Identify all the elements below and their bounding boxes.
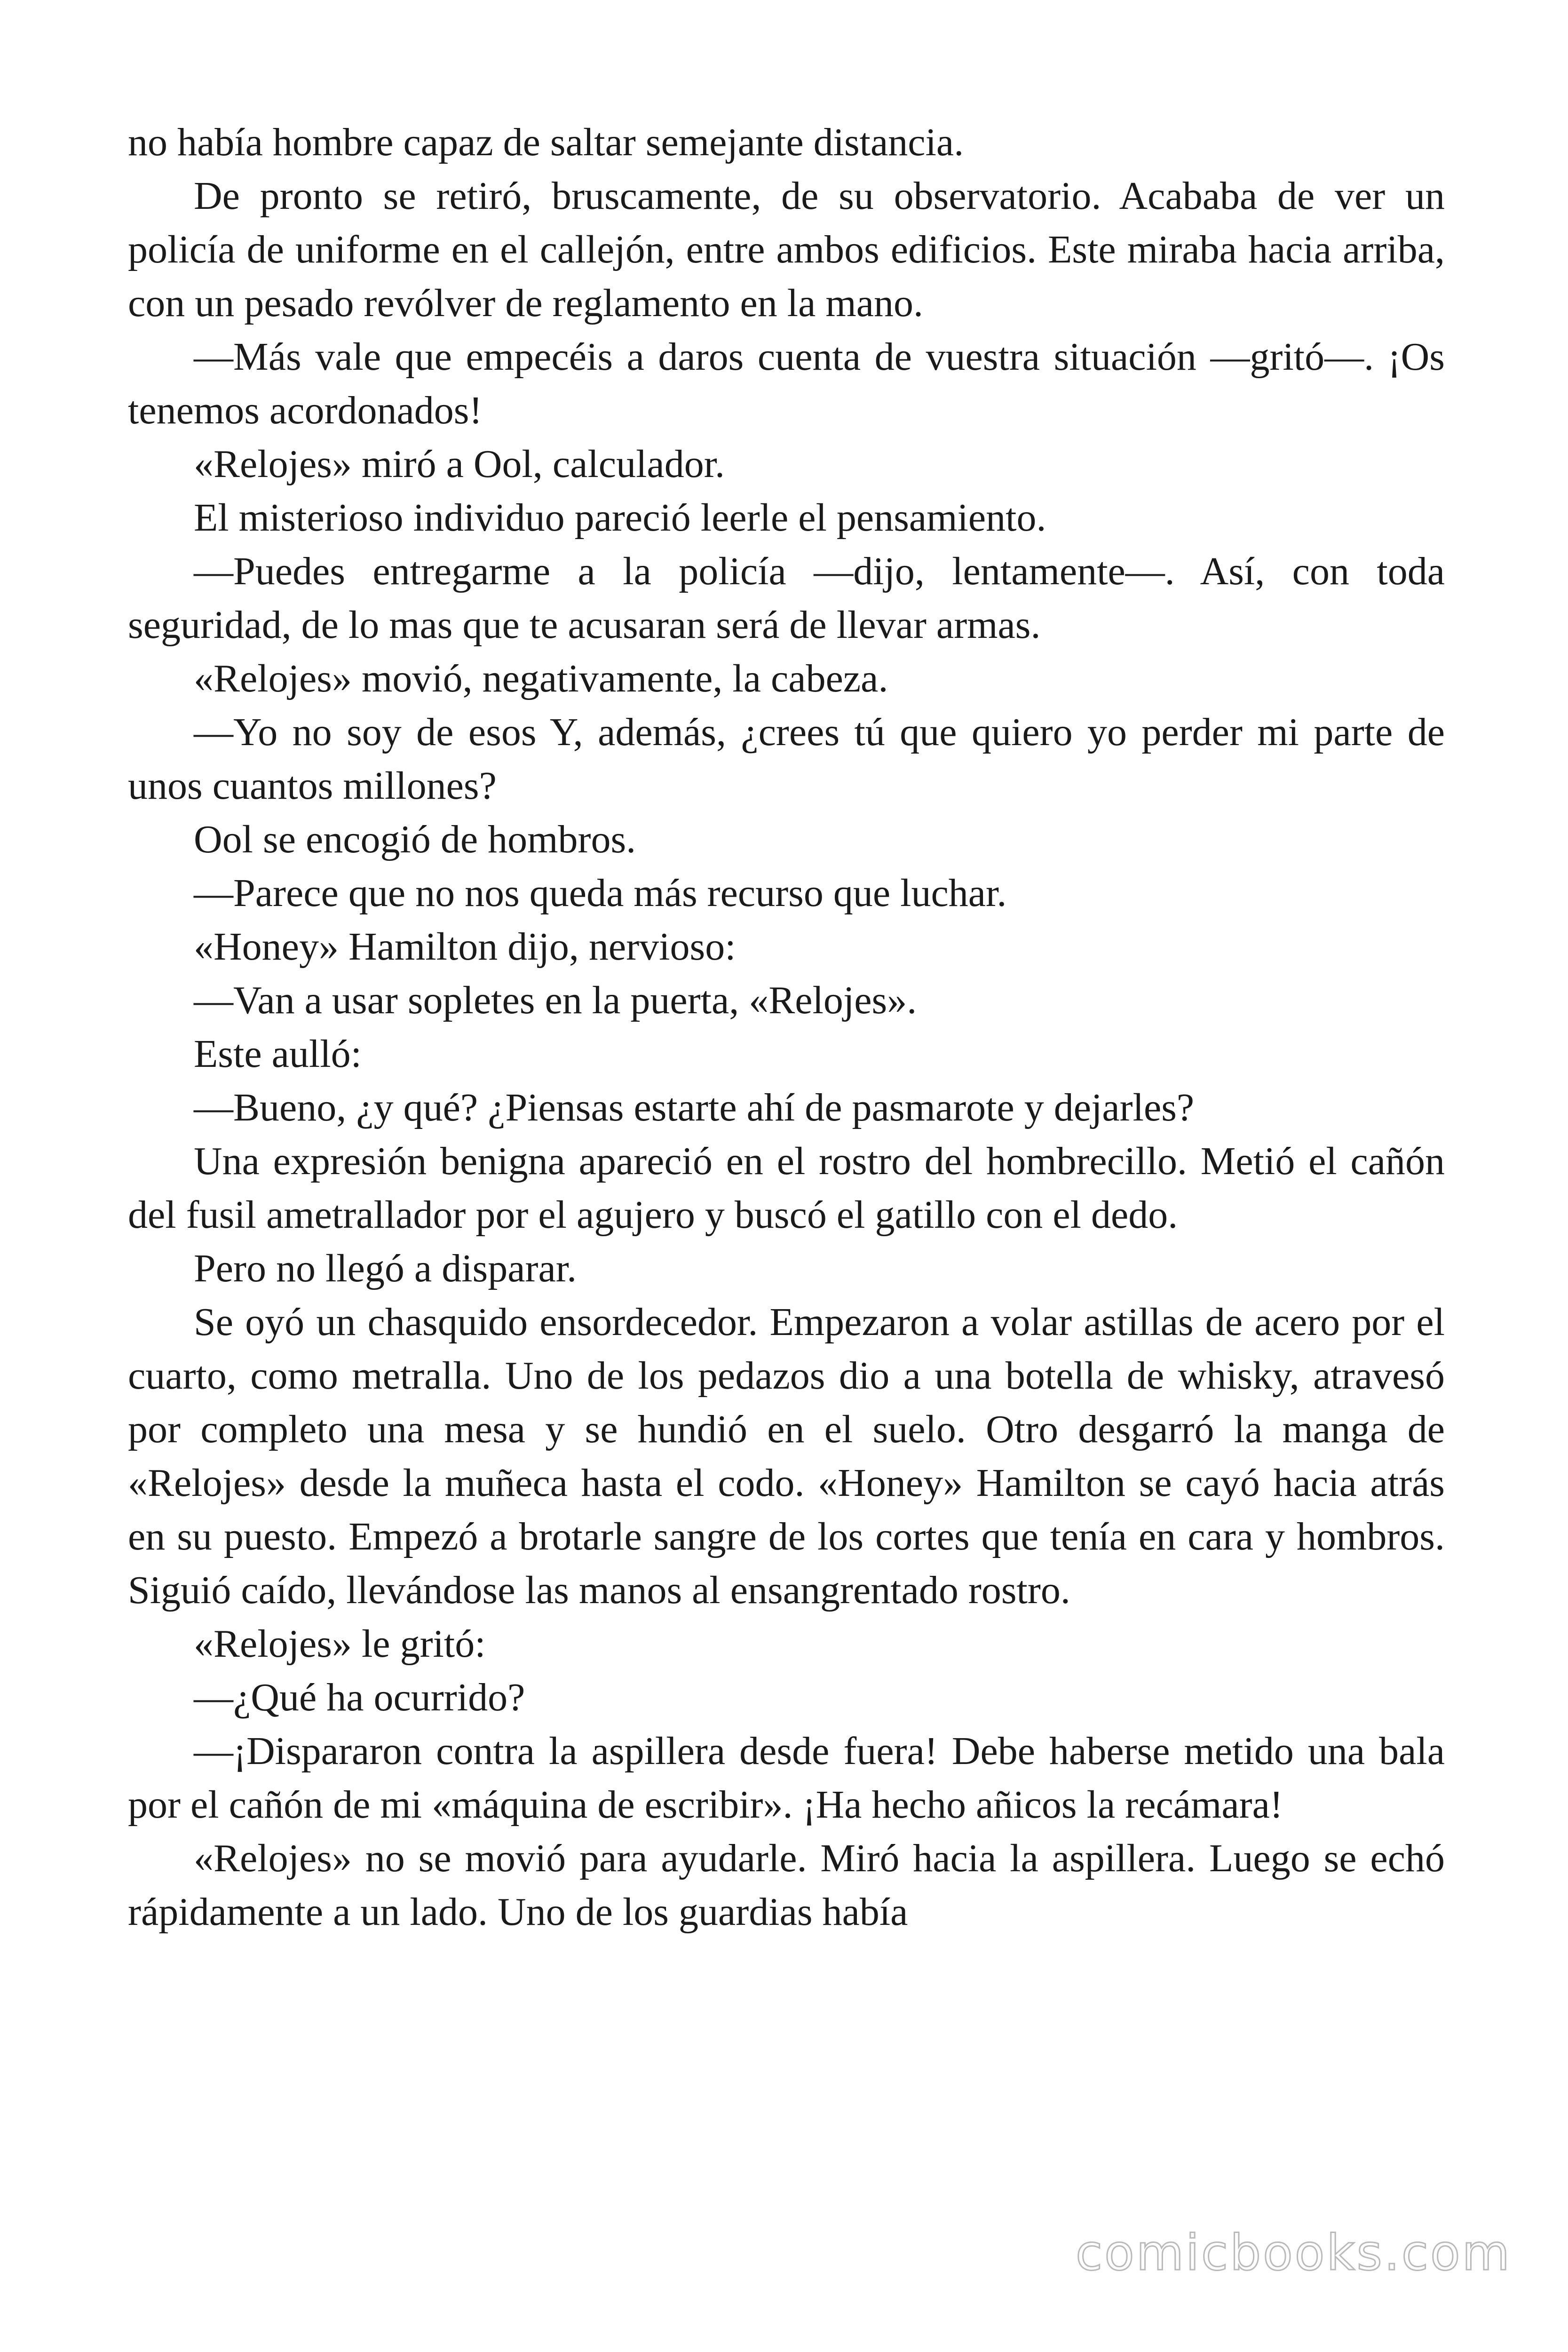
paragraph: —Puedes entregarme a la policía —dijo, lentamente—. Así, con toda seguridad, de lo mas que te acusaran será de llevar armas. xyxy=(128,549,1445,647)
watermark: comicbooks.com xyxy=(1075,2224,1512,2281)
paragraph: —¿Qué ha ocurrido? xyxy=(194,1676,525,1719)
paragraph: Se oyó un chasquido ensordecedor. Empezaron a volar astillas de acero por el cuarto, como metralla. Uno de los pedazos dio a una botella de whisky, atravesó por completo una mesa y se hundió en el suelo. Otro desgarró la manga de «Relojes» desde la muñeca hasta el codo. «Honey» Hamilton se cayó hacia atrás en su puesto. Empezó a brotarle sangre de los cortes que tenía en cara y hombros. Siguió caído, llevándose las manos al ensangrentado rostro. xyxy=(128,1300,1445,1612)
body-text xyxy=(128,116,1445,1939)
paragraph: De pronto se retiró, bruscamente, de su observatorio. Acababa de ver un policía de uniforme en el callejón, entre ambos edificios. Este miraba hacia arriba, con un pesado revólver de reglamento en la mano. xyxy=(128,174,1445,325)
paragraph: «Relojes» movió, negativamente, la cabeza. xyxy=(194,657,888,700)
paragraph: «Relojes» le gritó: xyxy=(194,1622,486,1666)
paragraph: El misterioso individuo pareció leerle el pensamiento. xyxy=(194,496,1046,540)
paragraph: «Honey» Hamilton dijo, nervioso: xyxy=(194,925,736,969)
paragraph: Ool se encogió de hombros. xyxy=(194,818,636,861)
paragraph: «Relojes» no se movió para ayudarle. Miró hacia la aspillera. Luego se echó rápidamente a un lado. Uno de los guardias había xyxy=(128,1836,1445,1934)
paragraph: «Relojes» miró a Ool, calculador. xyxy=(194,442,725,486)
paragraph: —Bueno, ¿y qué? ¿Piensas estarte ahí de pasmarote y dejarles? xyxy=(194,1086,1195,1129)
paragraph: Pero no llegó a disparar. xyxy=(194,1247,577,1290)
paragraph: Este aulló: xyxy=(194,1032,362,1076)
paragraph: no había hombre capaz de saltar semejante distancia. xyxy=(128,120,964,164)
paragraph: —¡Dispararon contra la aspillera desde fuera! Debe haberse metido una bala por el cañón de mi «máquina de escribir». ¡Ha hecho añicos la recámara! xyxy=(128,1729,1445,1827)
paragraph: —Parece que no nos queda más recurso que luchar. xyxy=(194,871,1007,915)
paragraph: —Yo no soy de esos Y, además, ¿crees tú que quiero yo perder mi parte de unos cuantos millones? xyxy=(128,710,1445,808)
paragraph: —Más vale que empecéis a daros cuenta de vuestra situación —gritó—. ¡Os tenemos acordonados! xyxy=(128,335,1445,432)
paragraph: —Van a usar sopletes en la puerta, «Relojes». xyxy=(194,978,917,1022)
paragraph: Una expresión benigna apareció en el rostro del hombrecillo. Metió el cañón del fusil ametrallador por el agujero y buscó el gatillo con el dedo. xyxy=(128,1139,1445,1237)
